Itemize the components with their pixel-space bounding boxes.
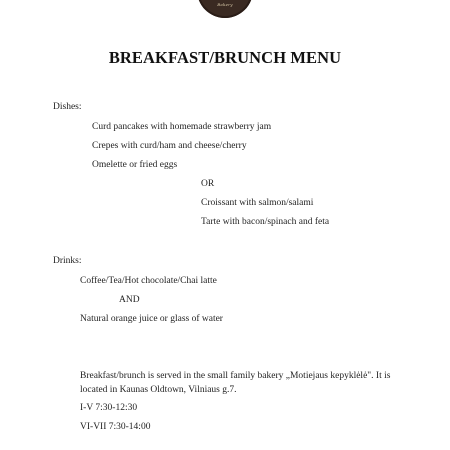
dishes-or-separator: OR [201, 179, 215, 189]
drink-item: Coffee/Tea/Hot chocolate/Chai latte [80, 276, 217, 286]
dish-item: Curd pancakes with homemade strawberry jam [92, 122, 272, 132]
location-info: Breakfast/brunch is served in the small family bakery „Motiejaus kepyklėlė". It is located in Kaunas Oldtown, Vilniaus g.7. [80, 371, 391, 395]
dish-alternative-item: Croissant with salmon/salami [201, 198, 314, 208]
dish-item: Omelette or fried eggs [92, 160, 178, 170]
opening-hours-weekend: VI-VII 7:30-14:00 [80, 422, 151, 432]
dish-item: Crepes with curd/ham and cheese/cherry [92, 141, 247, 151]
dishes-heading: Dishes: [53, 102, 82, 112]
logo-text: Bakery [217, 2, 233, 7]
dish-alternative-item: Tarte with bacon/spinach and feta [201, 217, 330, 227]
drink-item: Natural orange juice or glass of water [80, 314, 223, 324]
drinks-and-separator: AND [119, 295, 140, 305]
opening-hours-weekdays: I-V 7:30-12:30 [80, 403, 138, 413]
bakery-logo-icon [197, 0, 253, 18]
drinks-heading: Drinks: [53, 256, 82, 266]
page-title: BREAKFAST/BRUNCH MENU [108, 48, 342, 67]
